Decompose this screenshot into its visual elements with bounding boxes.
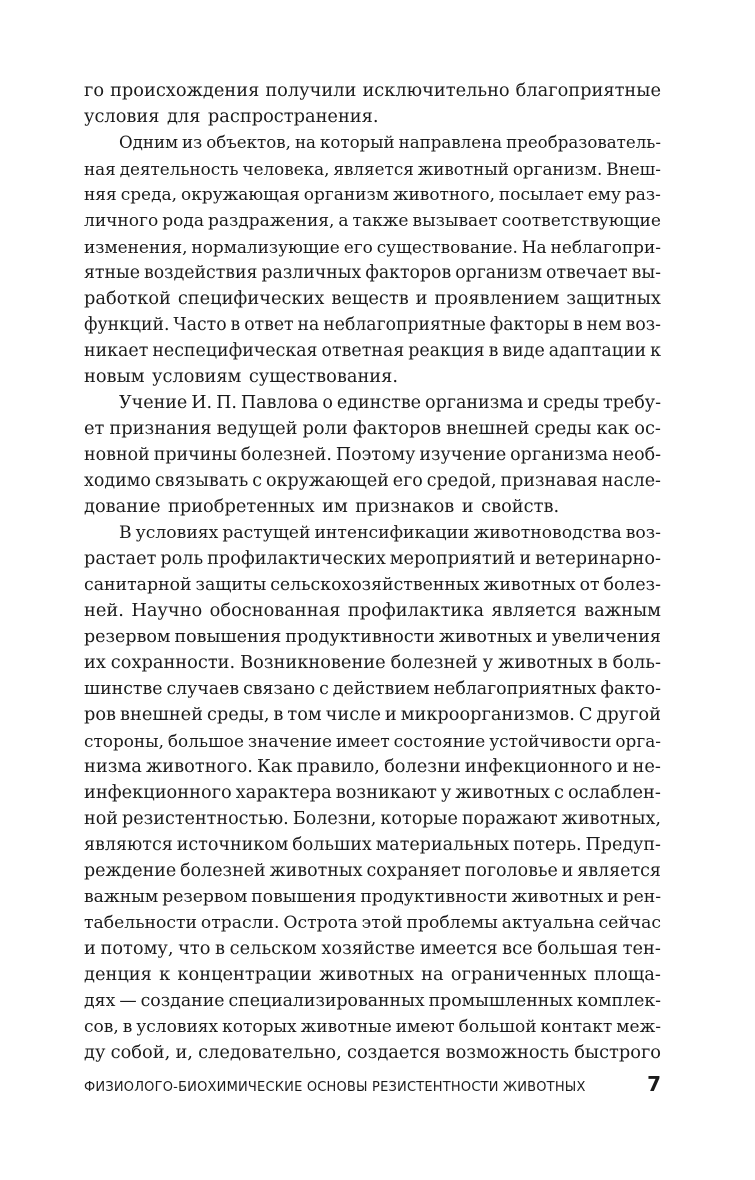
text-line: условия для распространения. xyxy=(84,106,379,127)
text-line: В условиях растущей интенсификации животноводства воз- xyxy=(119,523,661,543)
text-line: ной резистентностью. Болезни, которые поражают животных, xyxy=(84,809,661,829)
body-text xyxy=(84,78,661,1066)
text-line: ней. Научно обоснованная профилактика является важным xyxy=(84,600,661,621)
text-line: важным резервом повышения продуктивности животных и рен- xyxy=(84,887,661,907)
text-line: никает неспецифическая ответная реакция в виде адаптации к xyxy=(84,341,661,361)
text-line: го происхождения получили исключительно благоприятные xyxy=(84,80,661,101)
text-line: изменения, нормализующие его существование. На неблагопри- xyxy=(84,237,661,257)
text-line: инфекционного характера возникают у животных с ослаблен- xyxy=(84,782,661,803)
text-line: Учение И. П. Павлова о единстве организма и среды требу- xyxy=(119,393,661,413)
text-line: ров внешней среды, в том числе и микроорганизмов. С другой xyxy=(84,705,661,725)
text-line: няя среда, окружающая организм животного, посылает ему раз- xyxy=(84,185,661,205)
text-line: сов, в условиях которых животные имеют большой контакт меж- xyxy=(84,1017,661,1037)
text-line: ет признания ведущей роли факторов внешней среды как ос- xyxy=(84,418,661,439)
text-line: ходимо связывать с окружающей его средой, признавая насле- xyxy=(84,471,661,491)
text-line: ная деятельность человека, является животный организм. Внеш- xyxy=(84,159,661,179)
text-line: новной причины болезней. Поэтому изучение организма необ- xyxy=(84,445,661,465)
text-line: функций. Часто в ответ на неблагоприятные факторы в нем воз- xyxy=(84,315,661,335)
page-footer xyxy=(84,1072,661,1096)
text-line: их сохранности. Возникновение болезней у животных в боль- xyxy=(84,652,661,673)
text-line: новым условиям существования. xyxy=(84,366,399,387)
text-line: низма животного. Как правило, болезни инфекционного и не- xyxy=(84,756,661,777)
text-line: табельности отрасли. Острота этой проблемы актуальна сейчас xyxy=(84,913,661,933)
text-line: дях — создание специализированных промышленных комплек- xyxy=(84,991,661,1011)
text-line: резервом повышения продуктивности животных и увеличения xyxy=(84,627,661,647)
text-line: шинстве случаев связано с действием неблагоприятных факто- xyxy=(84,679,661,699)
text-line: Одним из объектов, на который направлена преобразователь- xyxy=(119,133,661,152)
text-line: работкой специфических веществ и проявлением защитных xyxy=(84,288,661,309)
text-line: денция к концентрации животных на ограниченных площа- xyxy=(84,964,661,985)
text-line: личного рода раздражения, а также вызывает соответствующие xyxy=(84,211,661,231)
running-title: ФИЗИОЛОГО-БИОХИМИЧЕСКИЕ ОСНОВЫ РЕЗИСТЕНТНОСТИ ЖИВОТНЫХ xyxy=(84,1080,586,1095)
text-line: ятные воздействия различных факторов организм отвечает вы- xyxy=(84,263,661,283)
text-line: стороны, большое значение имеет состояние устойчивости орга- xyxy=(84,731,661,751)
text-line: и потому, что в сельском хозяйстве имеется все большая тен- xyxy=(84,938,661,959)
text-line: дование приобретенных им признаков и свойств. xyxy=(84,496,560,517)
text-line: растает роль профилактических мероприятий и ветеринарно- xyxy=(84,549,661,569)
text-line: реждение болезней животных сохраняет поголовье и является xyxy=(84,861,661,881)
text-line: санитарной защиты сельскохозяйственных животных от болез- xyxy=(84,575,661,595)
text-line: являются источником больших материальных потерь. Предуп- xyxy=(84,835,661,855)
page-number: 7 xyxy=(647,1072,661,1096)
text-line: ду собой, и, следовательно, создается возможность быстрого xyxy=(84,1042,661,1063)
